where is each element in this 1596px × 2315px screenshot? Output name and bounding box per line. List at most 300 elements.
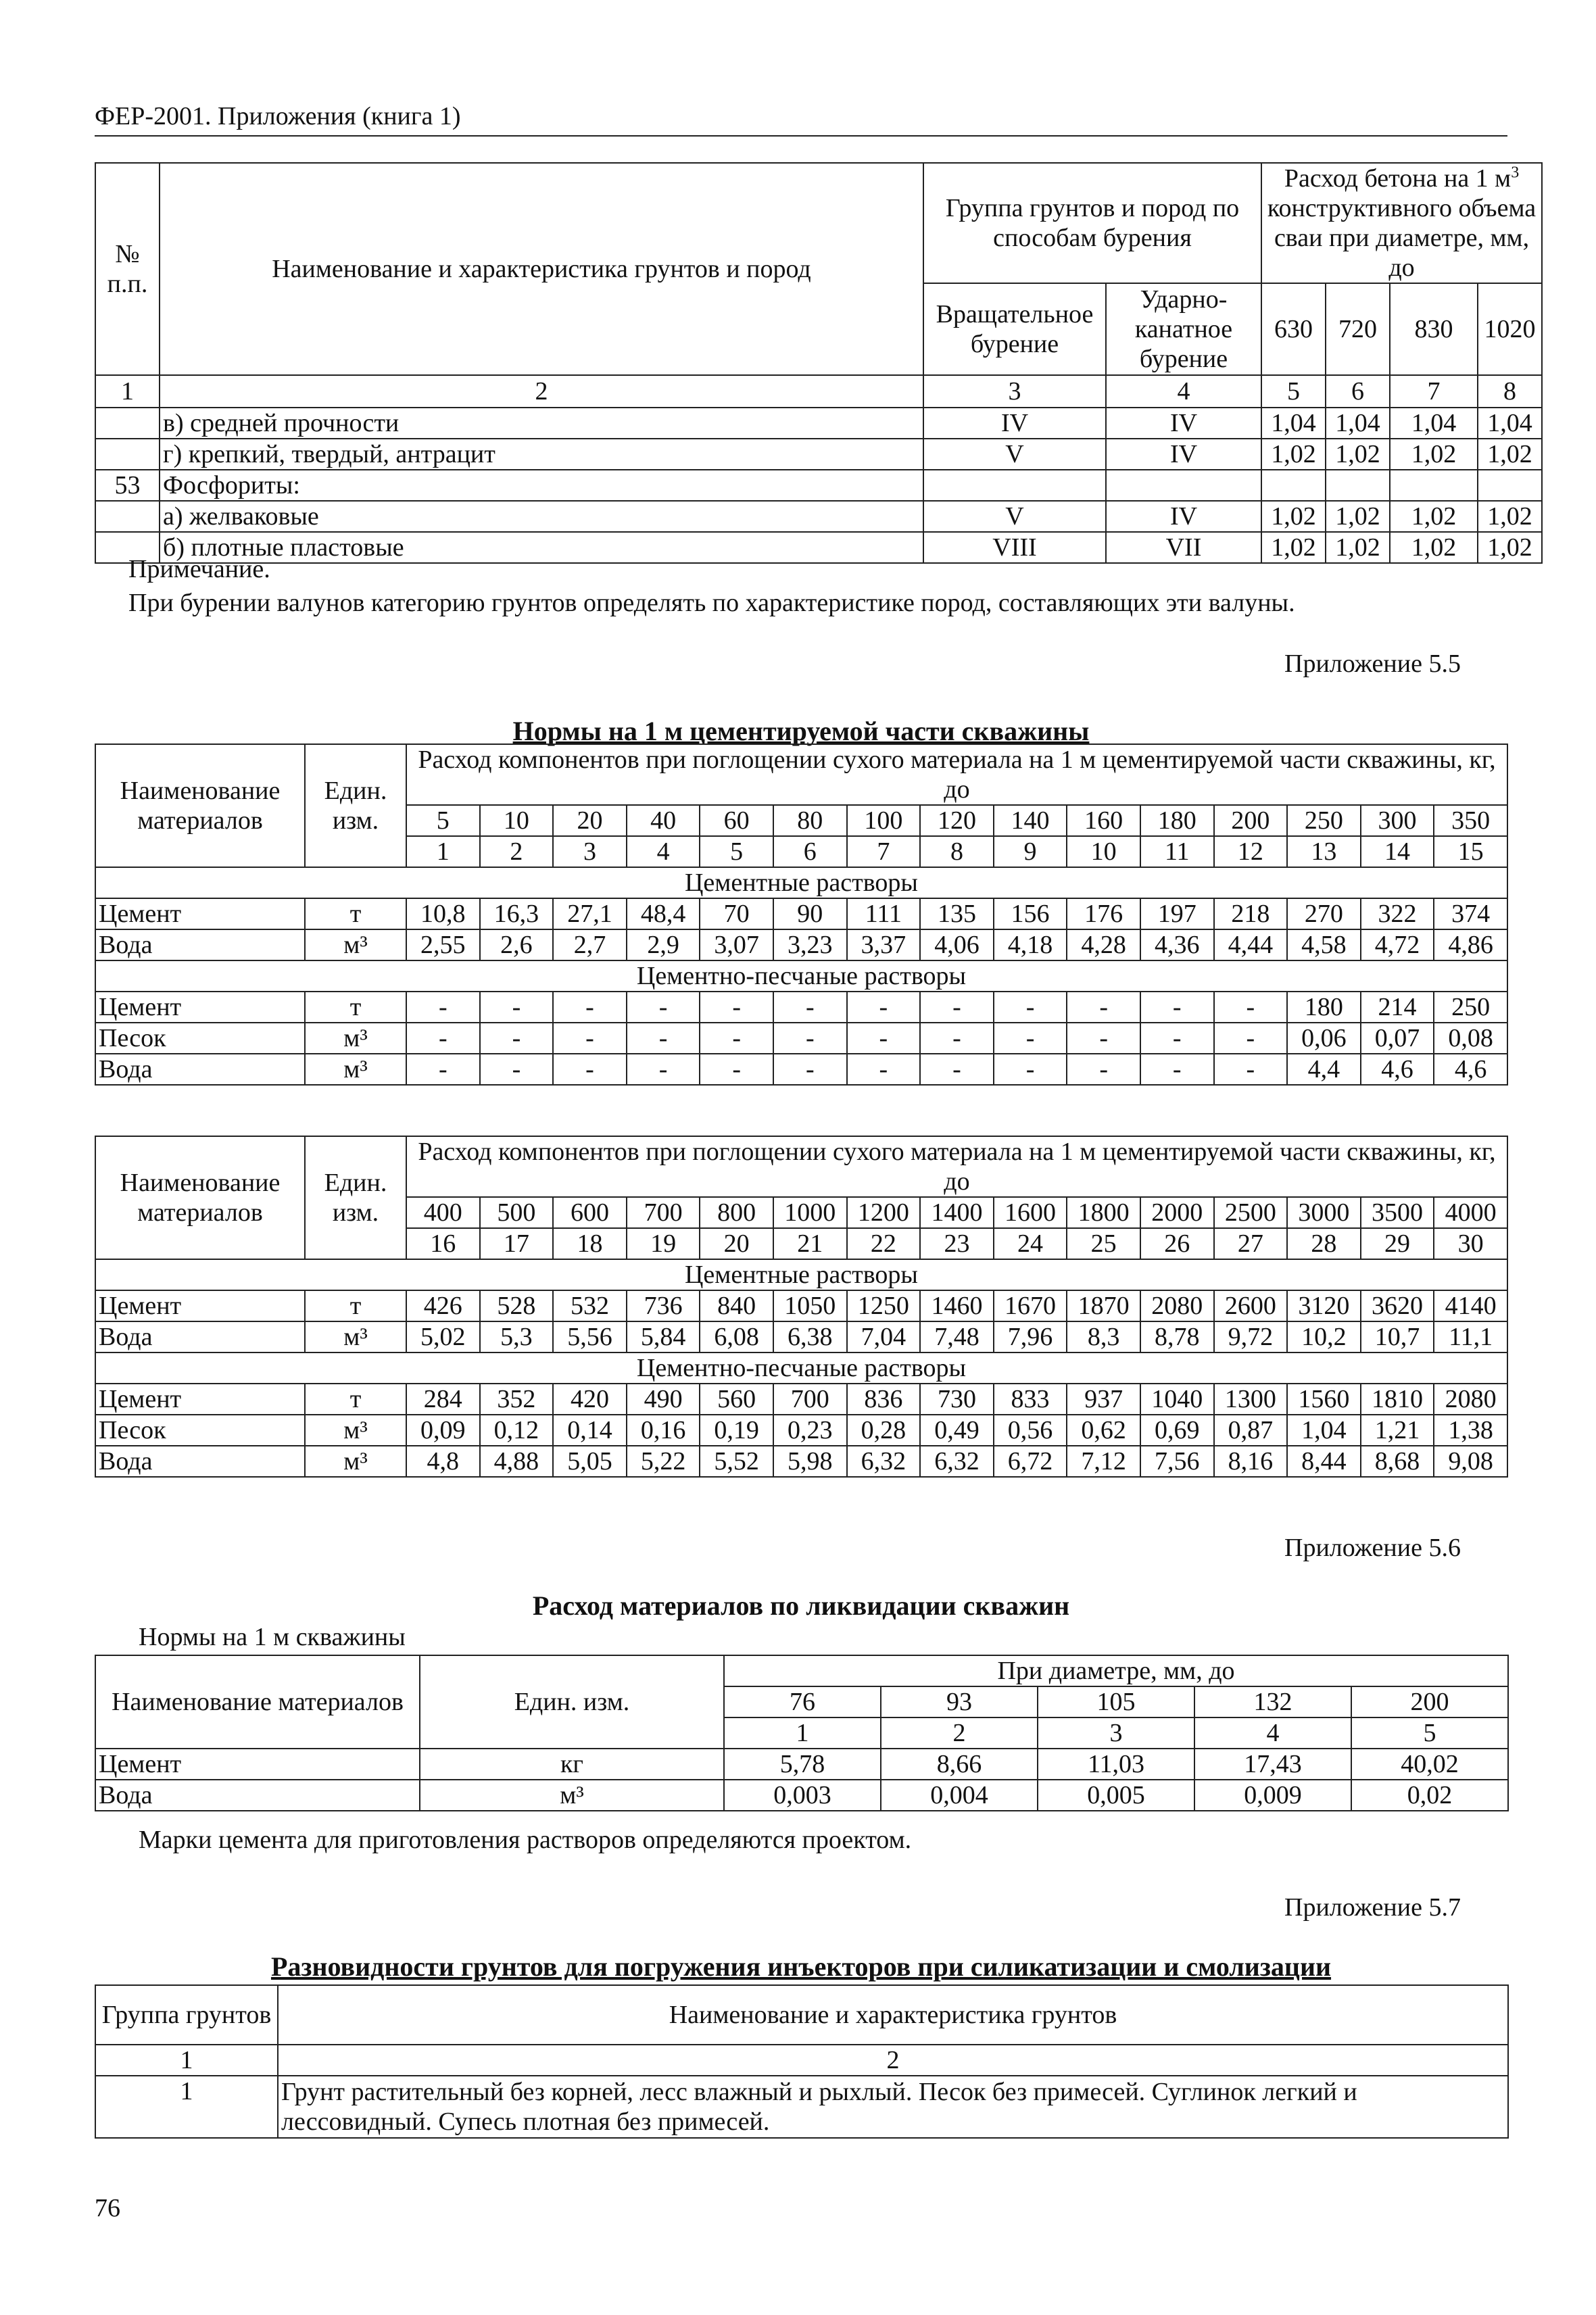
soil-concrete-table xyxy=(95,162,1543,564)
col-head-amount: 400 xyxy=(406,1197,480,1228)
col-head-num: № п.п. xyxy=(95,163,160,375)
cell-description: Грунт растительный без корней, лесс влажный и рыхлый. Песок без примесей. Суглинок легкий и лессовидный. Супесь плотная без примесей. xyxy=(278,2076,1508,2138)
cell-value: 8,78 xyxy=(1140,1321,1214,1353)
cell-value: 0,09 xyxy=(406,1415,480,1446)
cell-value: 426 xyxy=(406,1290,480,1321)
col-head-group: Группа грунтов xyxy=(95,1985,278,2045)
col-head-amount: 180 xyxy=(1140,805,1214,836)
col-num: 26 xyxy=(1140,1228,1214,1259)
table-row xyxy=(95,1384,1507,1415)
cell-value: 9,08 xyxy=(1434,1446,1507,1477)
cell-value: 16,3 xyxy=(480,898,554,929)
cell-value: 270 xyxy=(1287,898,1361,929)
table-row xyxy=(95,408,1542,439)
cell-value: - xyxy=(920,1054,994,1085)
table-row xyxy=(95,439,1542,470)
col-head-consumption: Расход компонентов при поглощении сухого материала на 1 м цементируемой части скважины, кг, до xyxy=(406,744,1507,805)
col-num: 25 xyxy=(1067,1228,1140,1259)
cell-value: - xyxy=(920,1023,994,1054)
cell-value: 7,12 xyxy=(1067,1446,1140,1477)
cell-value: 1670 xyxy=(994,1290,1067,1321)
cell-value: 0,005 xyxy=(1038,1780,1194,1811)
cell-value: 176 xyxy=(1067,898,1140,929)
cell-value: 0,12 xyxy=(480,1415,554,1446)
cell-value: 1,02 xyxy=(1326,501,1390,532)
cell-value: 0,14 xyxy=(553,1415,627,1446)
col-num: 12 xyxy=(1214,836,1288,867)
cell-impact-group: VII xyxy=(1106,532,1261,563)
cell-value: 4,72 xyxy=(1361,929,1434,960)
cell-value: - xyxy=(1140,992,1214,1023)
cell-value: 7,96 xyxy=(994,1321,1067,1353)
col-head-amount: 80 xyxy=(773,805,847,836)
cell-value: 0,87 xyxy=(1214,1415,1288,1446)
col-num: 21 xyxy=(773,1228,847,1259)
cell-value: - xyxy=(627,1054,700,1085)
col-head-unit: Един. изм. xyxy=(420,1655,724,1749)
table-row xyxy=(95,1290,1507,1321)
col-head-amount: 120 xyxy=(920,805,994,836)
cell-value: 0,003 xyxy=(724,1780,881,1811)
cell-value: 5,3 xyxy=(480,1321,554,1353)
appendix-5-6-note: Марки цемента для приготовления растворов определяются проектом. xyxy=(139,1826,912,1854)
col-num: 28 xyxy=(1287,1228,1361,1259)
cell-value: 0,49 xyxy=(920,1415,994,1446)
cell-value: - xyxy=(406,1054,480,1085)
cell-value: - xyxy=(627,1023,700,1054)
cell-value: - xyxy=(1067,992,1140,1023)
appendix-5-7-title: Разновидности грунтов для погружения инъекторов при силикатизации и смолизации xyxy=(270,1951,1332,1982)
col-num: 10 xyxy=(1067,836,1140,867)
cell-unit: м³ xyxy=(305,1321,406,1353)
cell-value: 0,19 xyxy=(700,1415,773,1446)
col-num: 5 xyxy=(1261,375,1326,408)
col-head-amount: 40 xyxy=(627,805,700,836)
cell-value: - xyxy=(1067,1054,1140,1085)
cell-value: - xyxy=(406,992,480,1023)
cell-value: - xyxy=(1067,1023,1140,1054)
cell-material: Песок xyxy=(95,1023,305,1054)
cell-unit: м³ xyxy=(305,1446,406,1477)
col-head-amount: 250 xyxy=(1287,805,1361,836)
cell-value: 5,22 xyxy=(627,1446,700,1477)
cell-value: 1,04 xyxy=(1478,408,1542,439)
cell-value: - xyxy=(480,1023,554,1054)
cell-value: 1,02 xyxy=(1261,439,1326,470)
col-head-diam: 830 xyxy=(1390,283,1478,375)
section-heading: Цементные растворы xyxy=(95,1259,1507,1290)
cell-value: - xyxy=(1214,992,1288,1023)
col-head-amount: 500 xyxy=(480,1197,554,1228)
cell-value: 1250 xyxy=(847,1290,921,1321)
col-head-amount: 700 xyxy=(627,1197,700,1228)
cell-unit: т xyxy=(305,992,406,1023)
col-head-amount: 160 xyxy=(1067,805,1140,836)
cell-value: 1,02 xyxy=(1478,532,1542,563)
cell-value: 1,02 xyxy=(1478,501,1542,532)
col-num: 5 xyxy=(700,836,773,867)
cell-value: 10,8 xyxy=(406,898,480,929)
appendix-5-6-title: Расход материалов по ликвидации скважин xyxy=(532,1590,1070,1621)
cell-value: 833 xyxy=(994,1384,1067,1415)
col-num: 9 xyxy=(994,836,1067,867)
cell-num: 53 xyxy=(95,470,160,501)
col-head-consumption: Расход компонентов при поглощении сухого материала на 1 м цементируемой части скважины, кг, до xyxy=(406,1136,1507,1197)
cell-value: - xyxy=(1140,1023,1214,1054)
col-head-amount: 1400 xyxy=(920,1197,994,1228)
col-num: 4 xyxy=(1194,1717,1351,1749)
cell-value xyxy=(1478,470,1542,501)
cell-value: 1,02 xyxy=(1326,532,1390,563)
cell-value: 4,06 xyxy=(920,929,994,960)
col-head-amount: 3500 xyxy=(1361,1197,1434,1228)
cell-unit: м³ xyxy=(305,929,406,960)
table-row xyxy=(95,501,1542,532)
cell-value: 9,72 xyxy=(1214,1321,1288,1353)
cell-value: 197 xyxy=(1140,898,1214,929)
col-head-amount: 2500 xyxy=(1214,1197,1288,1228)
cell-value: 214 xyxy=(1361,992,1434,1023)
cell-value: 4,36 xyxy=(1140,929,1214,960)
cell-value: 7,04 xyxy=(847,1321,921,1353)
cell-value: 3,07 xyxy=(700,929,773,960)
col-head-amount: 10 xyxy=(480,805,554,836)
cell-rotary-group: VIII xyxy=(923,532,1106,563)
cell-value: 420 xyxy=(553,1384,627,1415)
section-heading: Цементно-песчаные растворы xyxy=(95,1353,1507,1384)
col-num: 1 xyxy=(724,1717,881,1749)
col-head-diam: 720 xyxy=(1326,283,1390,375)
col-head-amount: 60 xyxy=(700,805,773,836)
cell-value: 736 xyxy=(627,1290,700,1321)
cell-value: 1,02 xyxy=(1390,501,1478,532)
col-num: 15 xyxy=(1434,836,1507,867)
section-heading: Цементные растворы xyxy=(95,867,1507,898)
col-num: 3 xyxy=(923,375,1106,408)
cell-value: 5,05 xyxy=(553,1446,627,1477)
cell-material: Цемент xyxy=(95,1749,420,1780)
col-num: 3 xyxy=(1038,1717,1194,1749)
cell-material: Вода xyxy=(95,1321,305,1353)
col-num: 6 xyxy=(1326,375,1390,408)
cell-rotary-group: V xyxy=(923,501,1106,532)
note-label: Примечание. xyxy=(128,555,270,583)
col-head-diam: 132 xyxy=(1194,1686,1351,1717)
cell-value: 2,7 xyxy=(553,929,627,960)
cell-value: - xyxy=(847,1054,921,1085)
col-num: 17 xyxy=(480,1228,554,1259)
cell-value: - xyxy=(480,1054,554,1085)
col-head-rotary: Вращательное бурение xyxy=(923,283,1106,375)
col-head-unit: Един. изм. xyxy=(305,1136,406,1259)
cell-value: 2080 xyxy=(1140,1290,1214,1321)
cell-value: 27,1 xyxy=(553,898,627,929)
cell-value: 180 xyxy=(1287,992,1361,1023)
cell-value: 700 xyxy=(773,1384,847,1415)
cell-value: 2600 xyxy=(1214,1290,1288,1321)
cell-value: - xyxy=(920,992,994,1023)
cell-value: 1,02 xyxy=(1478,439,1542,470)
cell-name: в) средней прочности xyxy=(160,408,923,439)
cell-unit: м³ xyxy=(305,1415,406,1446)
cell-value: 2,6 xyxy=(480,929,554,960)
col-head-name: Наименование материалов xyxy=(95,744,305,867)
cell-rotary-group xyxy=(923,470,1106,501)
cell-value: 1810 xyxy=(1361,1384,1434,1415)
col-num: 19 xyxy=(627,1228,700,1259)
cell-value: 5,56 xyxy=(553,1321,627,1353)
col-num: 13 xyxy=(1287,836,1361,867)
col-head-name: Наименование и характеристика грунтов xyxy=(278,1985,1508,2045)
col-head-unit: Един. изм. xyxy=(305,744,406,867)
col-head-diam: 93 xyxy=(881,1686,1038,1717)
cell-value: 4,88 xyxy=(480,1446,554,1477)
note-text: При бурении валунов категорию грунтов определять по характеристике пород, составляющих эти валуны. xyxy=(128,589,1295,617)
cell-unit: т xyxy=(305,1290,406,1321)
cell-value: 0,009 xyxy=(1194,1780,1351,1811)
cell-value: 528 xyxy=(480,1290,554,1321)
cell-name: г) крепкий, твердый, антрацит xyxy=(160,439,923,470)
col-head-amount: 5 xyxy=(406,805,480,836)
cell-value xyxy=(1326,470,1390,501)
col-num: 16 xyxy=(406,1228,480,1259)
col-head-amount: 100 xyxy=(847,805,921,836)
col-num: 3 xyxy=(553,836,627,867)
col-head-amount: 350 xyxy=(1434,805,1507,836)
cell-value: 4,4 xyxy=(1287,1054,1361,1085)
cell-value: 560 xyxy=(700,1384,773,1415)
cell-num xyxy=(95,439,160,470)
appendix-5-6-label: Приложение 5.6 xyxy=(1284,1534,1461,1562)
cell-num xyxy=(95,408,160,439)
cell-value: 250 xyxy=(1434,992,1507,1023)
col-num: 8 xyxy=(1478,375,1542,408)
col-head-concrete: Расход бетона на 1 $м^3$ конструктивного объема сваи при диаметре, мм, до xyxy=(1261,163,1542,283)
cell-value: 0,28 xyxy=(847,1415,921,1446)
cell-value: 322 xyxy=(1361,898,1434,929)
col-head-amount: 1600 xyxy=(994,1197,1067,1228)
cell-material: Цемент xyxy=(95,1290,305,1321)
table-row xyxy=(95,992,1507,1023)
cell-value: - xyxy=(994,992,1067,1023)
cell-value: 0,004 xyxy=(881,1780,1038,1811)
cell-value: 8,16 xyxy=(1214,1446,1288,1477)
cell-value: 4,86 xyxy=(1434,929,1507,960)
section-heading: Цементно-песчаные растворы xyxy=(95,960,1507,992)
cell-impact-group: IV xyxy=(1106,501,1261,532)
cell-value: 490 xyxy=(627,1384,700,1415)
cell-value: 11,03 xyxy=(1038,1749,1194,1780)
cell-rotary-group: V xyxy=(923,439,1106,470)
table-row xyxy=(95,1054,1507,1085)
cell-value: 1,04 xyxy=(1326,408,1390,439)
cell-unit: кг xyxy=(420,1749,724,1780)
col-num: 1 xyxy=(406,836,480,867)
col-head-amount: 140 xyxy=(994,805,1067,836)
cell-value: 1,04 xyxy=(1261,408,1326,439)
col-head-impact: Ударно-канатное бурение xyxy=(1106,283,1261,375)
table-row xyxy=(95,1749,1508,1780)
table-row xyxy=(95,1446,1507,1477)
cell-value: 5,84 xyxy=(627,1321,700,1353)
cell-value: - xyxy=(480,992,554,1023)
col-num: 24 xyxy=(994,1228,1067,1259)
cell-name: б) плотные пластовые xyxy=(160,532,923,563)
cell-material: Песок xyxy=(95,1415,305,1446)
cell-value: 6,32 xyxy=(847,1446,921,1477)
cell-rotary-group: IV xyxy=(923,408,1106,439)
cell-value: 8,66 xyxy=(881,1749,1038,1780)
cell-value: 156 xyxy=(994,898,1067,929)
header-rule xyxy=(95,135,1507,137)
cell-value: 0,06 xyxy=(1287,1023,1361,1054)
table-row xyxy=(95,1023,1507,1054)
cell-value: 1,02 xyxy=(1261,532,1326,563)
appendix-5-6-subtitle: Нормы на 1 м скважины xyxy=(139,1623,406,1651)
cell-value: 111 xyxy=(847,898,921,929)
cell-value: - xyxy=(1214,1054,1288,1085)
col-head-amount: 4000 xyxy=(1434,1197,1507,1228)
cell-value: 5,78 xyxy=(724,1749,881,1780)
cell-value: - xyxy=(700,992,773,1023)
soil-groups-table xyxy=(95,1984,1509,2139)
cell-unit: т xyxy=(305,898,406,929)
col-num: 2 xyxy=(480,836,554,867)
col-head-diam: 200 xyxy=(1351,1686,1508,1717)
appendix-5-5-title: Нормы на 1 м цементируемой части скважины xyxy=(512,716,1090,746)
col-num: 1 xyxy=(95,375,160,408)
cell-value: - xyxy=(1214,1023,1288,1054)
cell-value: 7,56 xyxy=(1140,1446,1214,1477)
cell-value: 836 xyxy=(847,1384,921,1415)
cell-value: 730 xyxy=(920,1384,994,1415)
cell-value: 3,23 xyxy=(773,929,847,960)
cell-value: 840 xyxy=(700,1290,773,1321)
cell-value: 10,7 xyxy=(1361,1321,1434,1353)
table-row xyxy=(95,532,1542,563)
col-head-name: Наименование материалов xyxy=(95,1136,305,1259)
cell-value: 0,62 xyxy=(1067,1415,1140,1446)
cell-impact-group: IV xyxy=(1106,439,1261,470)
cell-value: 4140 xyxy=(1434,1290,1507,1321)
cell-value: 135 xyxy=(920,898,994,929)
cell-value: - xyxy=(553,1054,627,1085)
cell-value: 0,16 xyxy=(627,1415,700,1446)
cell-material: Цемент xyxy=(95,1384,305,1415)
cell-value: - xyxy=(773,1023,847,1054)
cell-value: - xyxy=(994,1023,1067,1054)
appendix-5-7-label: Приложение 5.7 xyxy=(1284,1893,1461,1922)
cell-value: 6,72 xyxy=(994,1446,1067,1477)
cell-value: 8,3 xyxy=(1067,1321,1140,1353)
cell-value: 17,43 xyxy=(1194,1749,1351,1780)
col-num: 29 xyxy=(1361,1228,1434,1259)
col-head-amount: 600 xyxy=(553,1197,627,1228)
page-number: 76 xyxy=(95,2194,120,2222)
cell-value: 352 xyxy=(480,1384,554,1415)
cell-material: Цемент xyxy=(95,992,305,1023)
col-head-amount: 20 xyxy=(553,805,627,836)
cell-value: - xyxy=(847,992,921,1023)
cell-value: 374 xyxy=(1434,898,1507,929)
liquidation-table xyxy=(95,1655,1509,1811)
cell-material: Вода xyxy=(95,1446,305,1477)
cell-value: - xyxy=(700,1023,773,1054)
cell-value: 1,02 xyxy=(1390,532,1478,563)
col-head-diam: 105 xyxy=(1038,1686,1194,1717)
cell-value: 6,38 xyxy=(773,1321,847,1353)
cell-value: - xyxy=(406,1023,480,1054)
col-num: 23 xyxy=(920,1228,994,1259)
cell-value xyxy=(1390,470,1478,501)
table-row xyxy=(95,929,1507,960)
col-num: 7 xyxy=(847,836,921,867)
col-head-amount: 800 xyxy=(700,1197,773,1228)
cell-value: - xyxy=(994,1054,1067,1085)
col-num: 2 xyxy=(881,1717,1038,1749)
cement-norms-table-2 xyxy=(95,1136,1508,1478)
col-num: 14 xyxy=(1361,836,1434,867)
cell-group: 1 xyxy=(95,2076,278,2138)
cell-value: 2,55 xyxy=(406,929,480,960)
col-num: 27 xyxy=(1214,1228,1288,1259)
cell-value: 5,52 xyxy=(700,1446,773,1477)
cell-unit: м³ xyxy=(305,1023,406,1054)
table-row xyxy=(95,1415,1507,1446)
cell-name: а) желваковые xyxy=(160,501,923,532)
cell-value: 4,6 xyxy=(1361,1054,1434,1085)
cell-value: - xyxy=(700,1054,773,1085)
cell-value: 7,48 xyxy=(920,1321,994,1353)
cell-value: 3620 xyxy=(1361,1290,1434,1321)
cell-value: 284 xyxy=(406,1384,480,1415)
table-row xyxy=(95,1780,1508,1811)
cell-value: 1040 xyxy=(1140,1384,1214,1415)
col-num: 20 xyxy=(700,1228,773,1259)
col-head-amount: 2000 xyxy=(1140,1197,1214,1228)
cell-value: 1,04 xyxy=(1390,408,1478,439)
cell-value: 1,02 xyxy=(1326,439,1390,470)
col-num: 22 xyxy=(847,1228,921,1259)
table-row xyxy=(95,470,1542,501)
col-head-name: Наименование материалов xyxy=(95,1655,420,1749)
cell-value: 1300 xyxy=(1214,1384,1288,1415)
cell-value: 4,6 xyxy=(1434,1054,1507,1085)
col-head-diameter: При диаметре, мм, до xyxy=(724,1655,1508,1686)
cell-value: 0,08 xyxy=(1434,1023,1507,1054)
col-num: 6 xyxy=(773,836,847,867)
col-num: 4 xyxy=(1106,375,1261,408)
cell-value: 40,02 xyxy=(1351,1749,1508,1780)
cell-value: 8,44 xyxy=(1287,1446,1361,1477)
col-num: 2 xyxy=(160,375,923,408)
cell-value: 4,18 xyxy=(994,929,1067,960)
col-head-diam: 76 xyxy=(724,1686,881,1717)
cement-norms-table-1 xyxy=(95,744,1508,1086)
cell-material: Цемент xyxy=(95,898,305,929)
col-head-name: Наименование и характеристика грунтов и пород xyxy=(160,163,923,375)
cell-value: 0,23 xyxy=(773,1415,847,1446)
cell-value: 4,58 xyxy=(1287,929,1361,960)
col-num: 30 xyxy=(1434,1228,1507,1259)
col-num: 2 xyxy=(278,2045,1508,2076)
cell-value: 11,1 xyxy=(1434,1321,1507,1353)
cell-value: 6,32 xyxy=(920,1446,994,1477)
cell-value: 0,07 xyxy=(1361,1023,1434,1054)
col-num: 18 xyxy=(553,1228,627,1259)
cell-value: 1,38 xyxy=(1434,1415,1507,1446)
cell-value: 48,4 xyxy=(627,898,700,929)
